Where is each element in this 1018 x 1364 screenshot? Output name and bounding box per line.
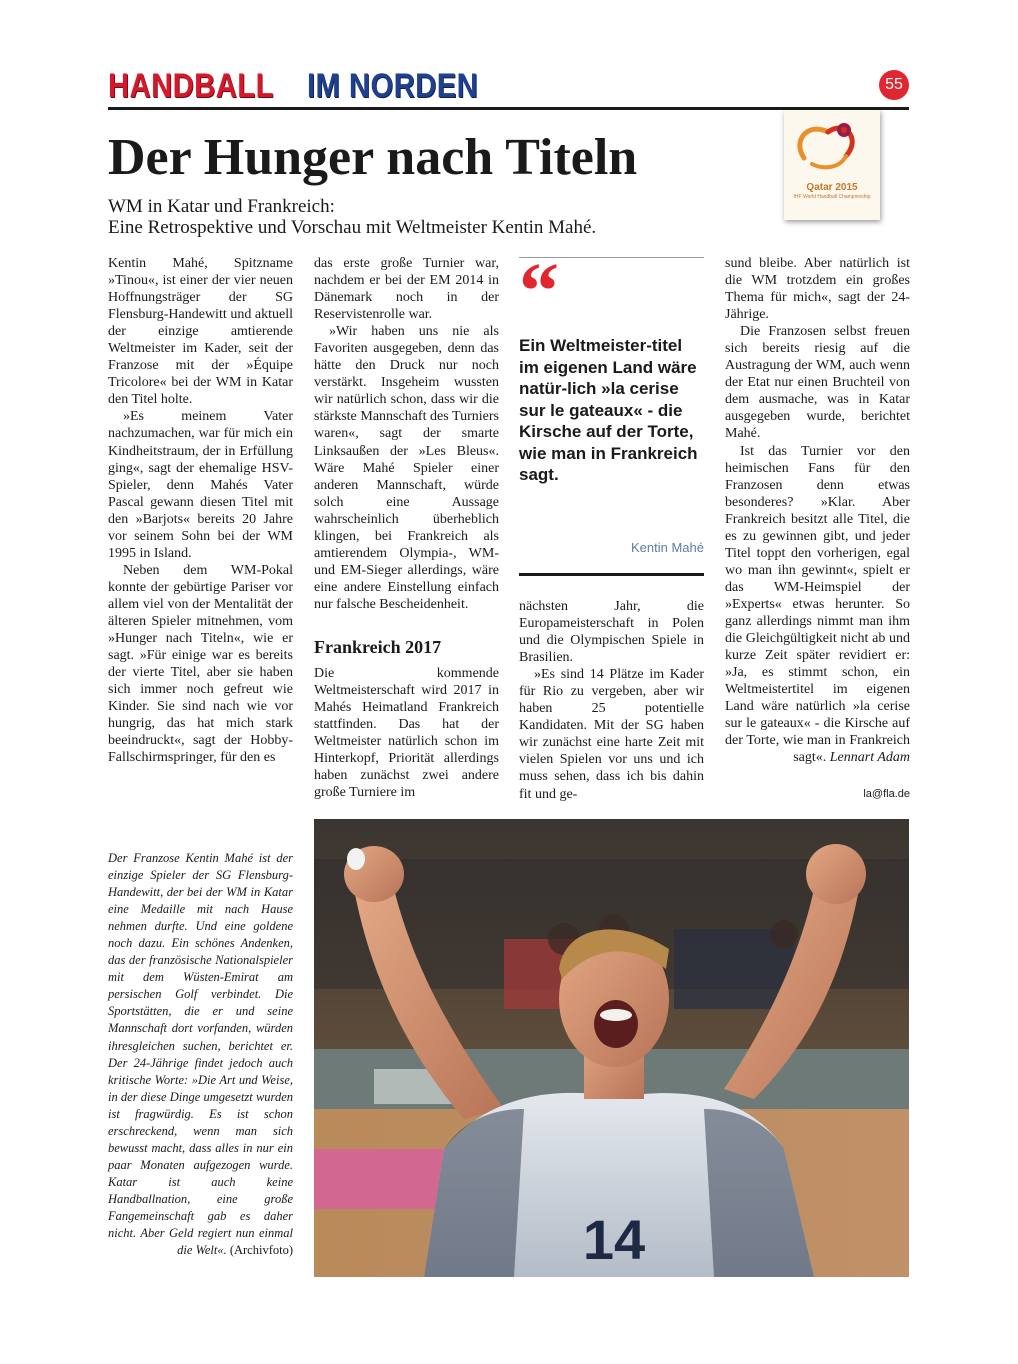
article-column-3 — [519, 598, 704, 803]
jersey-number: 14 — [582, 1208, 646, 1271]
author-byline: Lennart Adam — [829, 750, 910, 766]
paragraph: »Es sind 14 Plätze im Kader für Rio zu vergeben, aber wir haben 25 potentielle Kandidaten. Mit der SG haben wir zunächst eine harte Zeit mit vielen Spielen vor uns und ich muss sehen, dass ich bis dahin fit und ge- — [519, 667, 704, 802]
qatar-2015-logo — [784, 110, 880, 220]
paragraph: »Wir haben uns nie als Favoriten ausgegeben, denn das hätte den Druck nur noch verstärkt. Insgeheim wussten wir natürlich schon, dass wir die stärkste Mannschaft des Turniers waren«, sagt der smarte Linksaußen der »Les Bleus«. Wäre Mahé Spieler einer anderen Mannschaft, würde solch eine Aussage wahrscheinlich überheblich klingen, bei Frankreich als amtierendem Olympia-, WM- und EM-Sieger allerdings, wäre eine andere Einstellung einfach nur falsche Bescheidenheit. — [314, 324, 499, 612]
paragraph: Die kommende Weltmeisterschaft wird 2017 in Mahés Heimatland Frankreich stattfinden. Das hat der Weltmeister natürlich schon im Hinterkopf, Priorität allerdings haben zunächst zwei andere große Turniere im — [314, 666, 499, 801]
paragraph: Neben dem WM-Pokal konnte der gebürtige Pariser vor allem viel von der Mentalität der älteren Spieler mitnehmen, vom »Hunger nach Titeln«, wie er sagt. »Für einige war es bereits der vierte Titel, aber sie haben sich immer noch gefreut wie Kinder. Sie sind nach wie vor hungrig, das hat mich stark beeindruckt«, sagt der Hobby-Fallschirmspringer, für den es — [108, 562, 293, 766]
caption-text: Der Franzose Kentin Mahé ist der einzige Spieler der SG Flensburg-Handewitt, der bei der WM in Katar eine Medaille mit nach Hause nehmen durfte. Und eine goldene noch dazu. Ein schönes Andenken, das der französische Nationalspieler mit dem Wüsten-Emirat am persischen Golf verbindet. Die Sportstätten, die er und seine Mannschaft dort vorfanden, würden ihresgleichen suchen, berichtet er. Der 24-Jährige findet jedoch auch kritische Worte: »Die Art und Weise, in der diese Dinge umgesetzt wurden ist fragwürdig. Es ist schon erschreckend, wenn man sich bewusst macht, dass alles in nur ein paar Monaten aufgezogen wurde. Katar ist auch keine Handballnation, eine große Fangemeinschaft gab es daher nicht. Aber Geld regiert nun einmal die Welt«. — [108, 851, 293, 1258]
article-column-1 — [108, 255, 293, 766]
photo-credit: (Archivfoto) — [229, 1243, 293, 1258]
paragraph-text: Ist das Turnier vor den heimischen Fans für den Franzosen denn etwas besonderes? »Klar. Aber Frankreich besitzt alle Titel, die es zu gewinnen gibt, und jeder Titel toppt den vorherigen, egal wo man ihn gewinnt«, spielt er das WM-Heimspiel der »Experts« etwas herunter. So ganz allerdings nimmt man ihm die Gleichgültigkeit nicht ab und kurze Zeit später revidiert er: »Ja, es stimmt schon, ein Weltmeistertitel im eigenen Land wäre natürlich »la cerise sur le gateaux« - die Kirsche auf der Torte, wie man in Frankreich sagt«. — [725, 443, 910, 766]
pullquote-author: Kentin Mahé — [631, 540, 704, 555]
paragraph: das erste große Turnier war, nachdem er bei der EM 2014 in Dänemark noch in der Reservistenrolle war. — [314, 256, 499, 323]
qatar-2015-logo-icon — [784, 110, 880, 182]
photo-caption — [108, 850, 293, 1259]
quote-mark-icon: “ — [519, 248, 559, 336]
section-title-im-norden: IM NORDEN — [306, 67, 479, 105]
section-header — [108, 66, 506, 106]
author-email: la@fla.de — [863, 788, 910, 800]
article-column-2 — [314, 255, 499, 613]
player-celebration-photo — [314, 819, 909, 1277]
article-column-2-continued — [314, 665, 499, 801]
paragraph: Kentin Mahé, Spitzname »Tinou«, ist einer der vier neuen Hoffnungsträger der SG Flensburg-Handewitt und aktuell der einzige amtierende Weltmeister im Kader, seit der Franzose mit der »Équipe Tricolore« bei der WM in Katar den Titel holte. — [108, 256, 293, 408]
pullquote-bottom-rule — [519, 573, 704, 576]
paragraph: sund bleibe. Aber natürlich ist die WM trotzdem ein großes Thema für mich«, sagt der 24-Jährige. — [725, 256, 910, 323]
article-headline: Der Hunger nach Titeln — [108, 129, 638, 186]
logo-subtitle: IHF World Handball Championship — [793, 194, 871, 200]
paragraph — [725, 443, 910, 767]
paragraph: Die Franzosen selbst freuen sich bereits riesig auf die Austragung der WM, auch wenn der Etat nur einen Bruchteil von dem ausmache, was in Katar ausgegeben wurde, berichtet Mahé. — [725, 324, 910, 442]
subhead-line-1: WM in Katar und Frankreich: — [108, 196, 335, 217]
paragraph: »Es meinem Vater nachzumachen, war für mich ein Kindheitstraum, der in Erfüllung ging«, sagt der ehemalige HSV-Spieler, denn Mahés Vater Pascal gewann diesen Titel mit den »Barjots« bereits 20 Jahre vor seinem Sohn bei der WM 1995 in Island. — [108, 409, 293, 561]
logo-title: Qatar 2015 — [806, 182, 858, 193]
section-title-handball: HANDBALL — [108, 67, 274, 105]
section-subheading: Frankreich 2017 — [314, 637, 442, 657]
pullquote-text: Ein Weltmeister-titel im eigenen Land wäre natür-lich »la cerise sur le gateaux« - die Kirsche auf der Torte, wie man in Frankreich sagt. — [519, 336, 698, 484]
article-subhead — [108, 196, 596, 238]
paragraph: nächsten Jahr, die Europameisterschaft in Polen und die Olympischen Spiele in Brasilien. — [519, 599, 704, 666]
page-number-badge: 55 — [879, 70, 909, 100]
subhead-line-2: Eine Retrospektive und Vorschau mit Weltmeister Kentin Mahé. — [108, 217, 597, 238]
article-column-4 — [725, 255, 910, 766]
